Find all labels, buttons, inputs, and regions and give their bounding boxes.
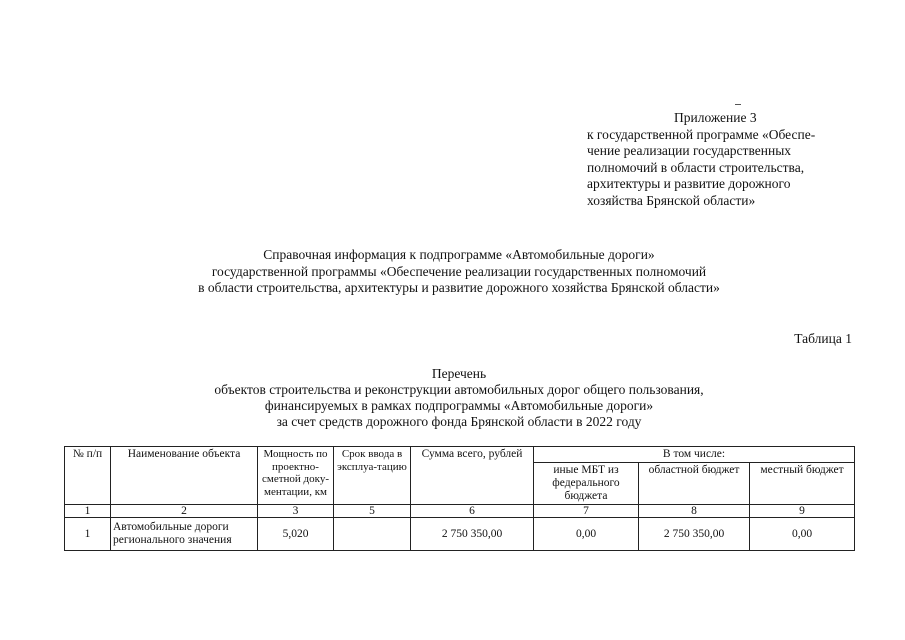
appendix-heading: Приложение 3 [674, 110, 757, 125]
cell-num: 1 [65, 518, 111, 551]
reference-title [100, 247, 818, 297]
cell-term [334, 518, 411, 551]
cell-federal: 0,00 [534, 518, 639, 551]
appendix-block [587, 110, 853, 209]
reference-title-line: Справочная информация к подпрограмме «Автомобильные дороги» [263, 247, 655, 262]
header-regional: областной бюджет [639, 463, 750, 505]
column-numbers-row [65, 505, 855, 518]
list-title-line: объектов строительства и реконструкции автомобильных дорог общего пользования, [214, 382, 704, 397]
cell-local: 0,00 [750, 518, 855, 551]
appendix-line: к государственной программе «Обеспе- [587, 126, 816, 142]
cell-regional: 2 750 350,00 [639, 518, 750, 551]
appendix-line: чение реализации государственных [587, 143, 792, 158]
scan-mark [735, 104, 741, 105]
list-title [100, 366, 818, 430]
appendix-line: хозяйства Брянской области» [587, 192, 756, 208]
header-federal: иные МБТ из федерального бюджета [534, 463, 639, 505]
list-title-line: финансируемых в рамках подпрограммы «Автомобильные дороги» [264, 398, 654, 413]
column-number: 3 [258, 505, 334, 518]
column-number: 5 [334, 505, 411, 518]
column-number: 9 [750, 505, 855, 518]
column-number: 2 [111, 505, 258, 518]
header-total: Сумма всего, рублей [411, 447, 534, 505]
column-number: 8 [639, 505, 750, 518]
cell-capacity: 5,020 [258, 518, 334, 551]
list-title-line: Перечень [431, 366, 487, 381]
header-capacity: Мощность по проектно-сметной доку-ментации, км [258, 447, 334, 505]
table-row [65, 518, 855, 551]
header-num: № п/п [65, 447, 111, 505]
header-including: В том числе: [534, 447, 855, 463]
appendix-body [587, 127, 853, 210]
reference-title-line: в области строительства, архитектуры и развитие дорожного хозяйства Брянской области» [198, 280, 720, 295]
reference-title-line: государственной программы «Обеспечение реализации государственных полномочий [211, 263, 707, 279]
table-number: Таблица 1 [794, 331, 852, 346]
cell-name: Автомобильные дороги регионального значения [111, 518, 258, 551]
header-name: Наименование объекта [111, 447, 258, 505]
header-term: Срок ввода в эксплуа-тацию [334, 447, 411, 505]
column-number: 1 [65, 505, 111, 518]
list-title-line: за счет средств дорожного фонда Брянской области в 2022 году [276, 414, 642, 429]
appendix-line: архитектуры и развитие дорожного [587, 176, 791, 191]
objects-table [64, 446, 855, 551]
column-number: 7 [534, 505, 639, 518]
header-local: местный бюджет [750, 463, 855, 505]
column-number: 6 [411, 505, 534, 518]
appendix-line: полномочий в области строительства, [587, 159, 805, 175]
cell-total: 2 750 350,00 [411, 518, 534, 551]
